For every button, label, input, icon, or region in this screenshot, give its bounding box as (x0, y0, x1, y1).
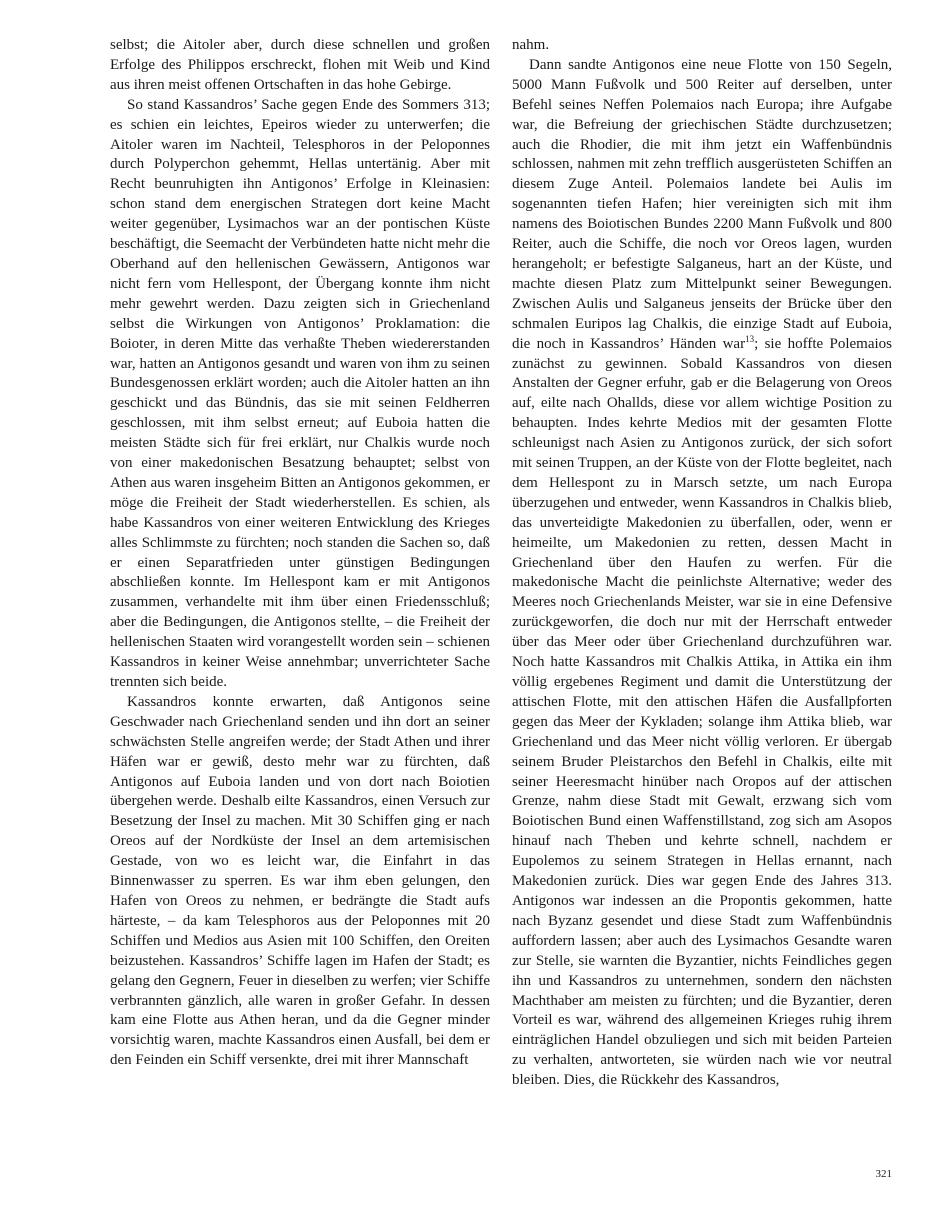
left-paragraph-3: Kassandros konnte erwarten, daß Antigonos seine Geschwader nach Griechenland senden und ihn dort an seiner schwächsten Stelle angreifen werde; der Stadt Athen und ihrer Häfen war er gewiß, desto mehr war zu fürchten, daß Antigonos auf Euboia landen und von dort nach Boiotien übergehen werde. Deshalb eilte Kassandros, einen Versuch zur Besetzung der Insel zu machen. Mit 30 Schiffen ging er nach Oreos auf der Nordküste der Insel an dem artemisischen Gestade, von wo es leicht war, die Einfahrt in das Binnenwasser zu sperren. Es war ihm eben gelungen, den Hafen von Oreos zu nehmen, er bedrängte die Stadt aufs härteste, – da kam Telesphoros aus der Peloponnes mit 20 Schiffen und Medios aus Asien mit 100 Schiffen, den Oreiten beizustehen. Kassandros’ Schiffe lagen im Hafen der Stadt; es gelang den Gegnern, Feuer in dieselben zu werfen; vier Schiffe verbrannten gänzlich, alle waren in großer Gefahr. In dessen kam eine Flotte aus Athen heran, und da die Gegner minder vorsichtig waren, machte Kassandros einen Ausfall, bei dem er den Feinden ein Schiff versenkte, drei mit ihrer Mannschaft (110, 693, 490, 1069)
right-paragraph-2-text-continued: ; sie hoffte Polemaios zunächst zu gewinnen. Sobald Kassandros von diesen Anstalten der Gegner erfuhr, gab er die Belagerung von Oreos auf, eilte nach Ohallds, diese vor allem wichtige Position zu behaupten. Indes kehrte Medios mit der gesamten Flotte schleunigst nach Asien zu Antigonos zurück, der sich sofort mit seinen Truppen, an der Küste von der Flotte begleitet, nach dem Hellespont zu in Marsch setzte, um nach Europa überzugehen und entweder, wenn Kassandros in Chalkis blieb, das unverteidigte Makedonien zu überfallen, oder, wenn er heimeilte, um Makedonien zu retten, dessen Macht in Griechenland über den Haufen zu werfen. Für die makedonische Macht die peinlichste Alternative; weder des Meeres noch Griechenlands Meister, war sie in eine Defensive zurückgeworfen, die doch nur mit der Herrschaft entweder über das Meer oder über Griechenland durchzuführen war. Noch hatte Kassandros mit Chalkis Attika, in Attika ein ihm völlig ergebenes Regiment und damit die Unterstützung der attischen Flotte, mit den attischen Häfen die Ausfallpforten gegen das Meer der Kykladen; solange ihm Attika blieb, war Griechenland und das Meer nicht völlig verloren. Er übergab seinem Bruder Pleistarchos den Befehl in Chalkis, eilte mit seiner Heeresmacht hinüber nach Oropos auf der attischen Grenze, nahm diese Stadt mit Gewalt, erzwang sich vom Boiotischen Bund einen Waffenstillstand, zog sich am Asopos hinauf nach Theben und kehrte schnell, nachdem er Eupolemos zu seinem Strategen in Hellas ernannt, nach Makedonien zurück. Dies war gegen Ende des Jahres 313. Antigonos war indessen an die Propontis gekommen, hatte nach Byzanz gesendet und diese Stadt zum Waffenbündnis auffordern lassen; aber auch des Lysimachos Gesandte waren zur Stelle, sie warnten die Byzantier, nichts Feindliches gegen ihn und Kassandros zu unternehmen, sondern den nächsten Machthaber am meisten zu fürchten; und die Byzantier, deren Vorteil es war, während des allgemeinen Krieges ruhig ihrem einträglichen Handel obzuliegen und sich mit beiden Parteien zu verhalten, antworteten, sie würden nach wie vor neutral bleiben. Dies, die Rückkehr des Kassandros, (512, 335, 892, 1089)
left-paragraph-1: selbst; die Aitoler aber, durch diese schnellen und großen Erfolge des Philippos erschreckt, flohen mit Weib und Kind aus ihren meist offenen Ortschaften in das hohe Gebirge. (110, 37, 490, 93)
page-number: 321 (875, 1168, 892, 1180)
right-column (512, 36, 892, 1091)
right-paragraph-1: nahm. (512, 37, 550, 53)
left-paragraph-2: So stand Kassandros’ Sache gegen Ende des Sommers 313; es schien ein leichtes, Epeiros wieder zu unterwerfen; die Aitoler waren im Nachteil, Telesphoros in der Peloponnes durch Polyperchon gehemmt, Hellas untertänig. Aber mit Recht beunruhigten ihn Antigonos’ Erfolge in Kleinasien: schon stand dem energischen Strategen dort keine Macht weiter gegenüber, Lysimachos war an der pontischen Küste beschäftigt, die Seemacht der Verbündeten hatte nicht mehr die Oberhand auf den hellenischen Gewässern, Antigonos war nicht fern vom Hellespont, der Übergang konnte ihm nicht mehr gewehrt werden. Dazu zeigten sich in Griechenland selbst die Wirkungen von Antigonos’ Proklamation: die Boioter, in deren Mitte das verhaßte Theben wiedererstanden war, hatten an Antigonos gesandt und waren von ihm zu seinen Bundesgenossen erklärt worden; auch die Aitoler hatten an ihn geschickt und das Bündnis, das sie mit seinen Feldherren geschlossen, mit ihm selbst erneut; auf Euboia hatten die meisten Städte sich für frei erklärt, nur Chalkis wurde noch von einer makedonischen Besatzung behauptet; selbst von Athen aus waren insgeheim Bitten an Antigonos gekommen, er möge die Freiheit der Stadt wiederherstellen. Es schien, als habe Kassandros von einer weiteren Entwicklung des Krieges alles Schlimmste zu fürchten; noch standen die Sachen so, daß er einen Separatfrieden unter günstigen Bedingungen abschließen konnte. Im Hellespont kam er mit Antigonos zusammen, verhandelte mit ihm über einen Friedensschluß; aber die Bedingungen, die Antigonos stellte, – die Freiheit der hellenischen Staaten wird vorangestellt worden sein – schienen Kassandros in keiner Weise annehmbar; unverrichteter Sache trennten sich beide. (110, 96, 490, 690)
left-column (110, 36, 490, 1071)
right-paragraph-2-text: Dann sandte Antigonos eine neue Flotte von 150 Segeln, 5000 Mann Fußvolk und 500 Reiter auf derselben, unter Befehl seines Neffen Polemaios nach Europa; ihre Aufgabe war, die Befreiung der griechischen Städte durchzusetzen; auch die Rhodier, die mit ihm jetzt ein Waffenbündnis schlossen, nahmen mit zehn trefflich ausgerüsteten Schiffen an diesem Zuge Anteil. Polemaios landete bei Aulis im sogenannten tiefen Hafen; hier vereinigten sich mit ihm namens des Boiotischen Bundes 2200 Mann Fußvolk und 800 Reiter, auch die Schiffe, die noch vor Oreos lagen, wurden herangeholt; er befestigte Salganeus, hart an der Küste, und machte diesen Platz zum Mittelpunkt seiner Bewegungen. Zwischen Aulis und Salganeus jenseits der Brücke über den schmalen Euripos lag Chalkis, die einzige Stadt auf Euboia, die noch in Kassandros’ Händen war (512, 56, 892, 352)
right-paragraph-2 (512, 56, 892, 1091)
footnote-reference[interactable]: 13 (745, 333, 755, 344)
